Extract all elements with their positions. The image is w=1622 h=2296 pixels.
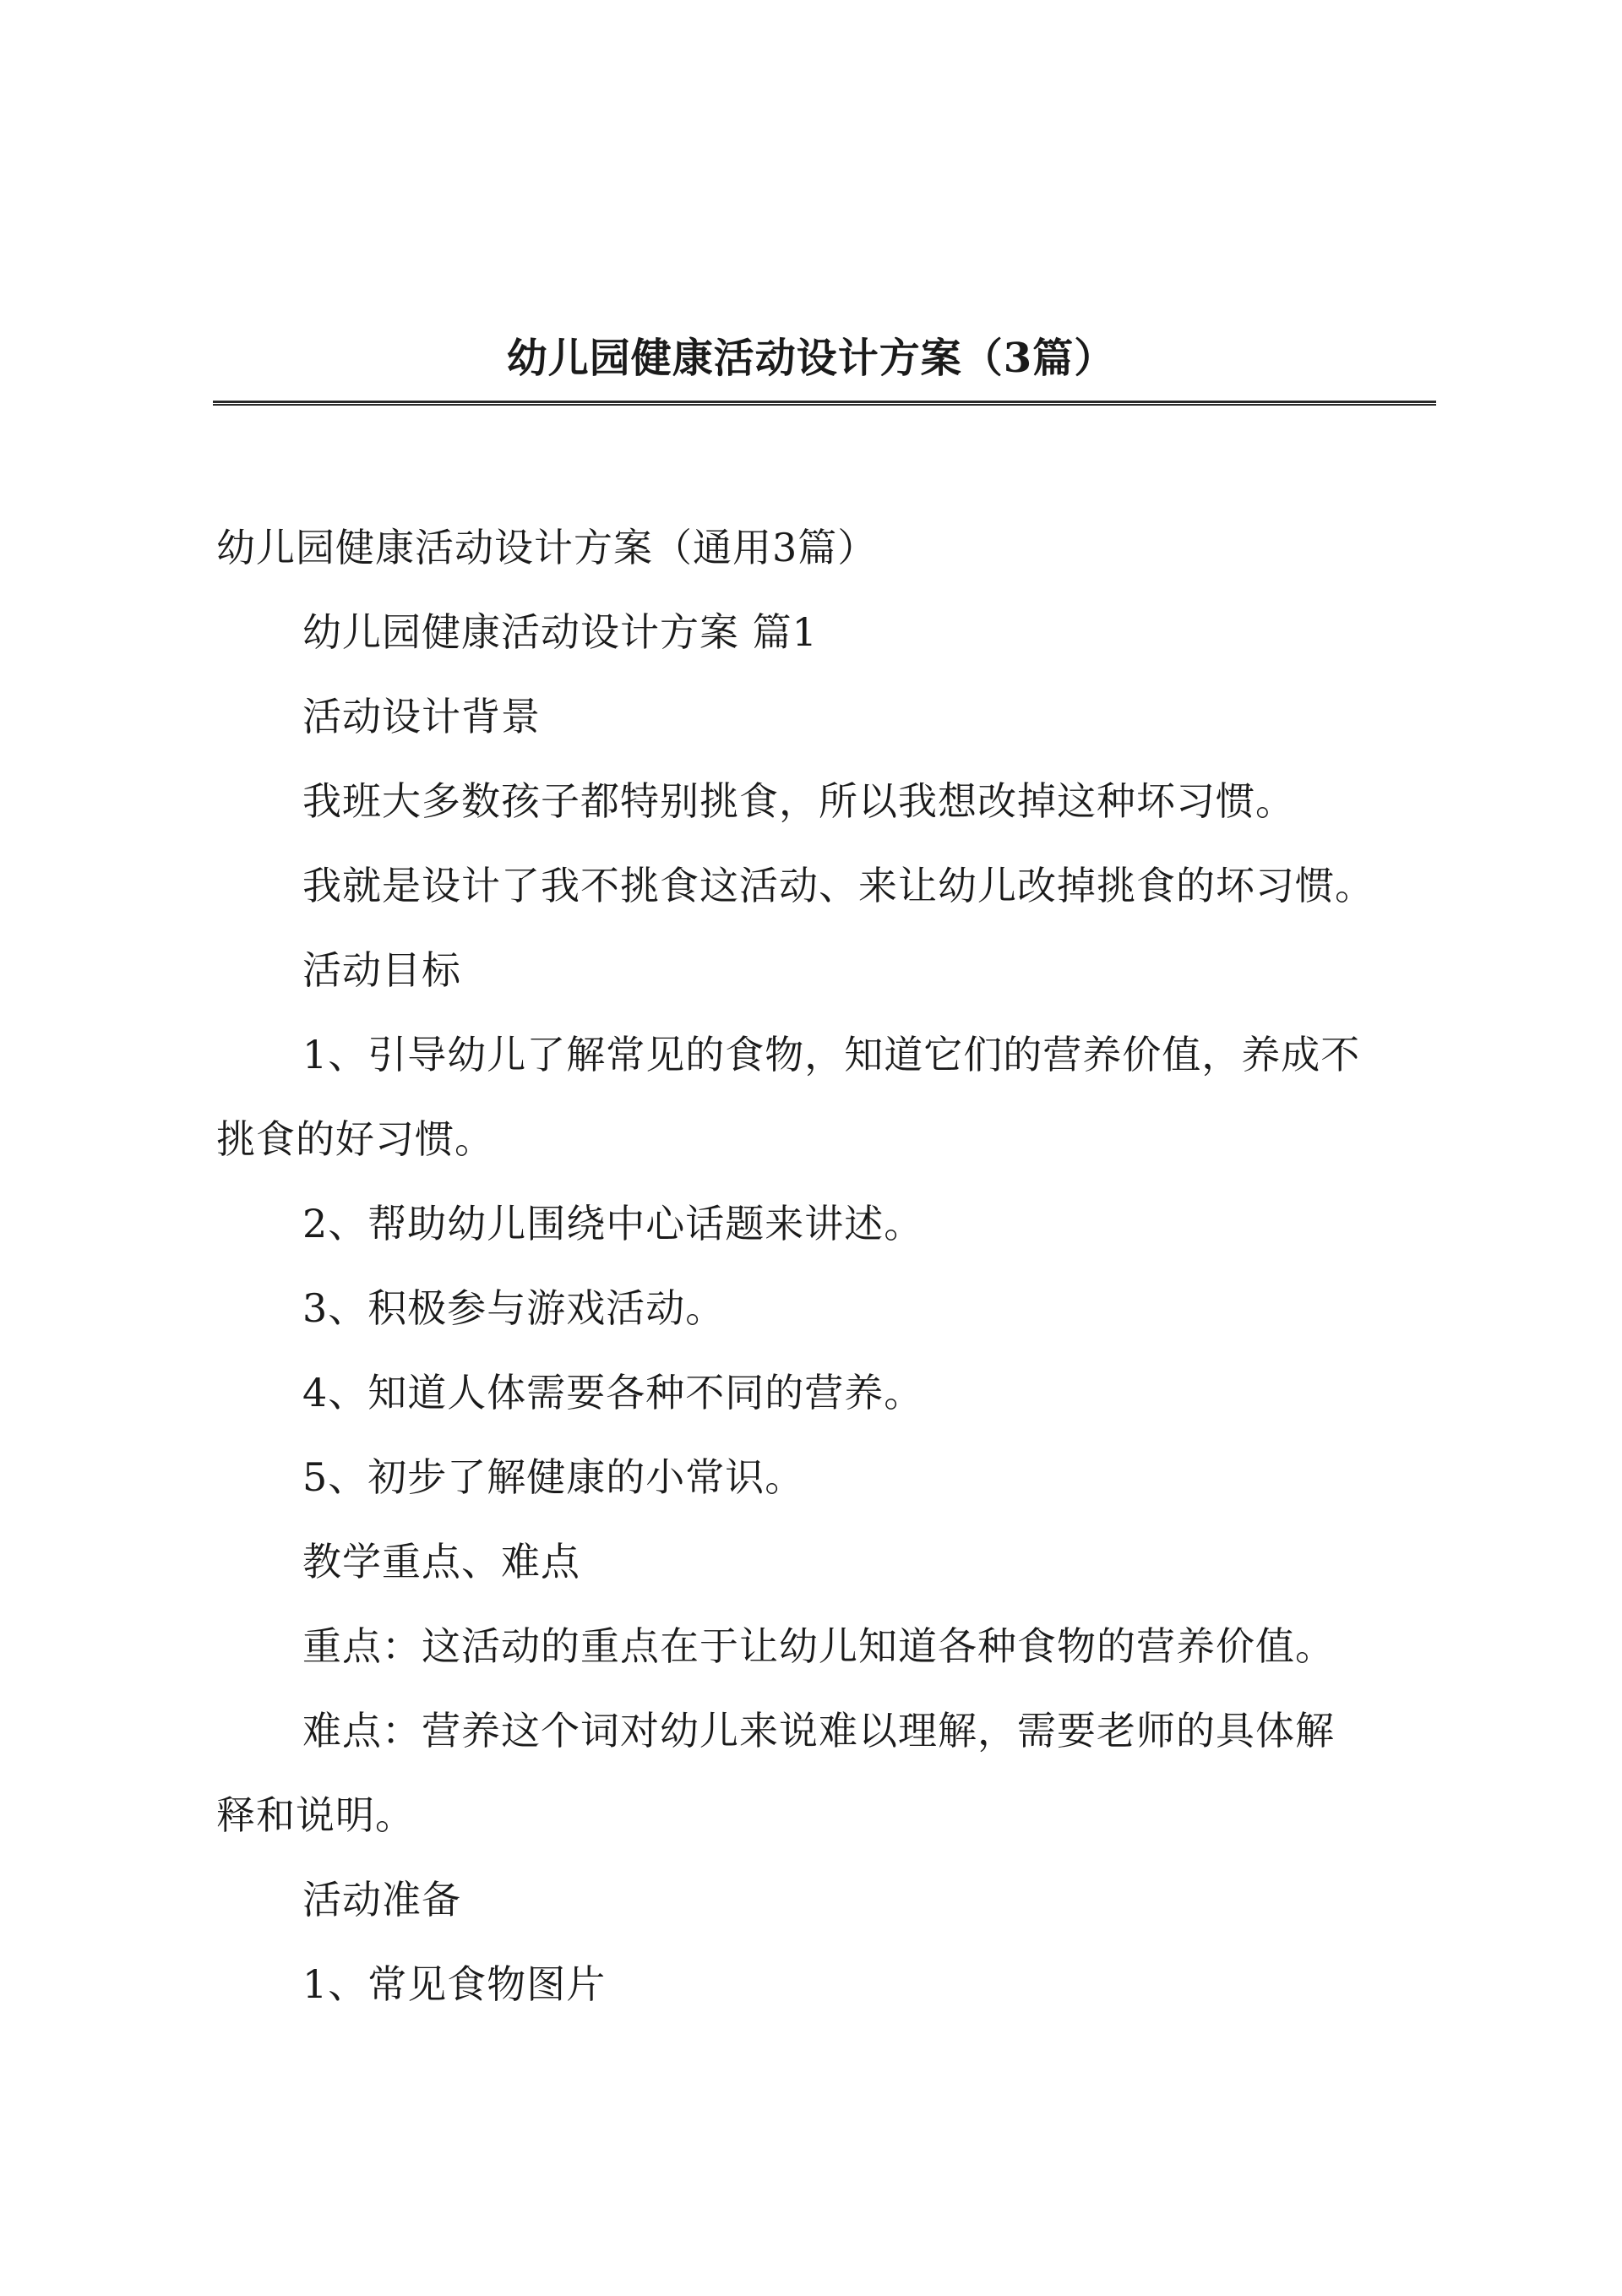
paragraph-line: 重点：这活动的重点在于让幼儿知道各种食物的营养价值。 bbox=[302, 1623, 1335, 1669]
paragraph-line: 我就是设计了我不挑食这活动、来让幼儿改掉挑食的坏习惯。 bbox=[302, 863, 1374, 908]
subtitle-line: 幼儿园健康活动设计方案（通用3篇） bbox=[216, 525, 878, 570]
paragraph-continuation: 释和说明。 bbox=[216, 1792, 415, 1838]
list-item: 1、常见食物图片 bbox=[302, 1961, 607, 2007]
list-item-continuation: 挑食的好习惯。 bbox=[216, 1116, 494, 1162]
list-item: 3、积极参与游戏活动。 bbox=[302, 1285, 726, 1331]
title-divider bbox=[213, 401, 1436, 406]
list-item: 1、引导幼儿了解常见的食物，知道它们的营养价值，养成不 bbox=[302, 1032, 1361, 1077]
section-heading: 教学重点、难点 bbox=[302, 1539, 580, 1584]
document-title: 幼儿园健康活动设计方案（3篇） bbox=[506, 335, 1116, 382]
list-item: 4、知道人体需要各种不同的营养。 bbox=[302, 1370, 924, 1415]
paragraph-line: 难点：营养这个词对幼儿来说难以理解，需要老师的具体解 bbox=[302, 1708, 1335, 1753]
section-heading: 活动设计背景 bbox=[302, 694, 541, 739]
list-item: 5、初步了解健康的小常识。 bbox=[302, 1454, 805, 1500]
paragraph-line: 我班大多数孩子都特别挑食，所以我想改掉这种坏习惯。 bbox=[302, 778, 1295, 824]
section-heading: 活动目标 bbox=[302, 947, 461, 993]
section-heading: 幼儿园健康活动设计方案 篇1 bbox=[302, 609, 818, 655]
list-item: 2、帮助幼儿围绕中心话题来讲述。 bbox=[302, 1201, 924, 1246]
section-heading: 活动准备 bbox=[302, 1877, 461, 1922]
